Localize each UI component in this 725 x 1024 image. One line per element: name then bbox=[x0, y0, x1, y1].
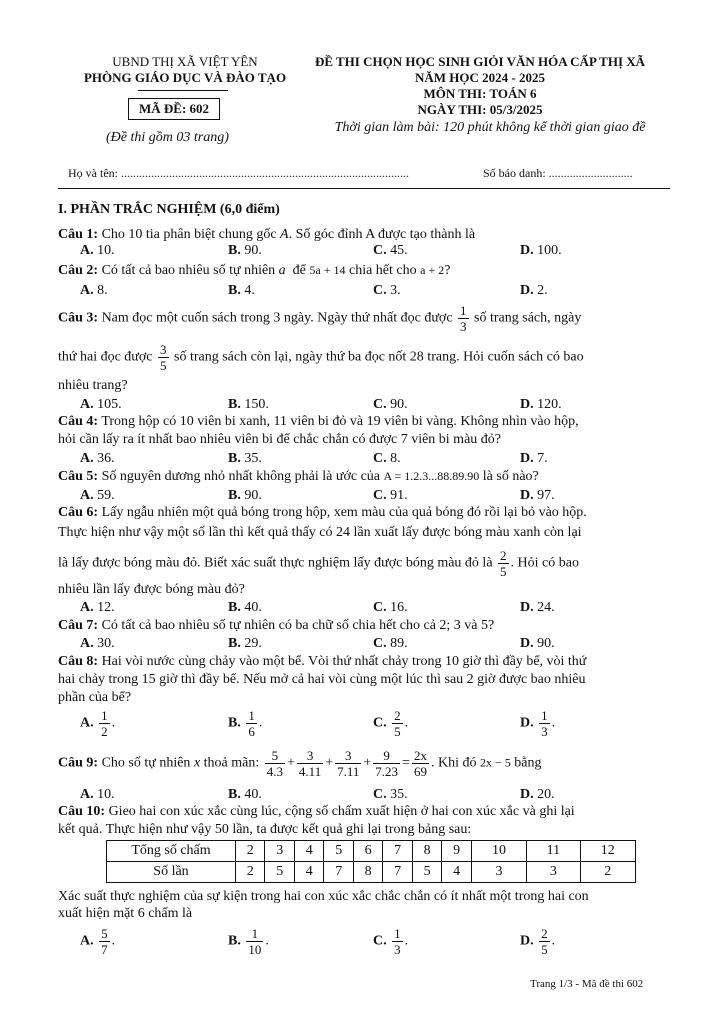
table-cell: 5 bbox=[265, 862, 294, 883]
question-5: Câu 5: Số nguyên dương nhỏ nhất không phải là ước của A = 1.2.3...88.89.90 là số nào? bbox=[58, 469, 539, 484]
table-cell: 6 bbox=[353, 841, 382, 862]
divider bbox=[138, 90, 228, 91]
q6-option-a: A. 12. bbox=[80, 600, 115, 615]
header-divider bbox=[58, 188, 670, 189]
fraction: $\frac{1}{3}$ bbox=[460, 303, 467, 334]
exam-title: ĐỀ THI CHỌN HỌC SINH GIỎI VĂN HÓA CẤP THỊ XÃ bbox=[314, 54, 646, 69]
q2-option-c: C. 3. bbox=[373, 283, 401, 298]
question-6-line2: Thực hiện như vậy một số lần thì kết quả thấy có 24 lần xuất lấy được bóng màu xanh còn lại bbox=[58, 525, 582, 540]
question-3-line1: Câu 3: Nam đọc một cuốn sách trong 3 ngày. Ngày thứ nhất đọc được $\frac{1}{3}$ số trang sách, ngày bbox=[58, 303, 582, 334]
q5-option-a: A. 59. bbox=[80, 488, 115, 503]
q6-option-b: B. 40. bbox=[228, 600, 262, 615]
question-10-line2: kết quả. Thực hiện như vậy 50 lần, ta được kết quả ghi lại trong bảng sau: bbox=[58, 822, 472, 837]
row-header: Tổng số chấm bbox=[107, 841, 236, 862]
q4-option-a: A. 36. bbox=[80, 451, 115, 466]
question-2: Câu 2: Có tất cả bao nhiêu số tự nhiên a để 5a + 14 chia hết cho a + 2? bbox=[58, 263, 451, 278]
q1-option-a: A. 10. bbox=[80, 243, 115, 258]
q1-option-d: D. 100. bbox=[520, 243, 562, 258]
subject: MÔN THI: TOÁN 6 bbox=[423, 86, 537, 101]
table-cell: 8 bbox=[412, 841, 441, 862]
q5-option-c: C. 91. bbox=[373, 488, 408, 503]
table-cell: 10 bbox=[471, 841, 526, 862]
table-cell: 4 bbox=[294, 841, 323, 862]
section-title: I. PHẦN TRẮC NGHIỆM (6,0 điểm) bbox=[58, 202, 280, 217]
table-cell: 2 bbox=[236, 841, 265, 862]
q9-option-a: A. 10. bbox=[80, 787, 115, 802]
table-cell: 11 bbox=[527, 841, 580, 862]
table-cell: 3 bbox=[265, 841, 294, 862]
q1-option-c: C. 45. bbox=[373, 243, 408, 258]
pages-note: (Đề thi gồm 03 trang) bbox=[106, 130, 229, 145]
question-10-line4: xuất hiện mặt 6 chấm là bbox=[58, 906, 193, 921]
table-cell: 2 bbox=[236, 862, 265, 883]
q2-option-a: A. 8. bbox=[80, 283, 108, 298]
row-header: Số lần bbox=[107, 862, 236, 883]
table-cell: 4 bbox=[294, 862, 323, 883]
exam-date: NGÀY THI: 05/3/2025 bbox=[417, 102, 543, 117]
q3-option-b: B. 150. bbox=[228, 397, 269, 412]
table-cell: 8 bbox=[353, 862, 382, 883]
question-1: Câu 1: Cho 10 tia phân biệt chung gốc A. Số góc đỉnh A được tạo thành là bbox=[58, 227, 476, 242]
q7-option-a: A. 30. bbox=[80, 636, 115, 651]
table-cell: 9 bbox=[442, 841, 471, 862]
q7-option-d: D. 90. bbox=[520, 636, 555, 651]
q9-option-c: C. 35. bbox=[373, 787, 408, 802]
page-footer: Trang 1/3 - Mã đề thi 602 bbox=[530, 978, 644, 990]
q10-option-a: A. $\frac{5}{7}$ . bbox=[80, 926, 116, 957]
question-6-line4: nhiêu lần lấy được bóng màu đỏ? bbox=[58, 582, 245, 597]
name-field: Họ và tên: ................................................................................................ bbox=[68, 166, 409, 180]
school-year: NĂM HỌC 2024 - 2025 bbox=[415, 70, 545, 85]
question-4-line1: Câu 4: Trong hộp có 10 viên bi xanh, 11 viên bi đỏ và 19 viên bi vàng. Không nhìn vào hộp, bbox=[58, 414, 579, 429]
table-cell: 4 bbox=[442, 862, 471, 883]
table-cell: 3 bbox=[471, 862, 526, 883]
table-cell: 5 bbox=[324, 841, 353, 862]
district-name: UBND THỊ XÃ VIỆT YÊN bbox=[112, 54, 258, 69]
q5-option-b: B. 90. bbox=[228, 488, 262, 503]
q5-option-d: D. 97. bbox=[520, 488, 555, 503]
table-cell: 5 bbox=[412, 862, 441, 883]
q6-option-c: C. 16. bbox=[373, 600, 408, 615]
question-10-line1: Câu 10: Gieo hai con xúc xắc cùng lúc, cộng số chấm xuất hiện ở hai con xúc xắc và ghi lại bbox=[58, 804, 575, 819]
q3-option-c: C. 90. bbox=[373, 397, 408, 412]
q1-option-b: B. 90. bbox=[228, 243, 262, 258]
fraction: $\frac{3}{5}$ bbox=[160, 342, 167, 373]
q2-option-d: D. 2. bbox=[520, 283, 548, 298]
q6-option-d: D. 24. bbox=[520, 600, 555, 615]
question-9: Câu 9: Cho số tự nhiên x thoả mãn: $\frac{5}{4.3}$ + $\frac{3}{4.11}$ + $\frac{3}{7.11}$ + $\frac{9}{7.23}$ = $\frac{2x}{69}$ . Khi đó 2x − 5 bằng bbox=[58, 748, 542, 779]
question-8-line2: hai chảy trong 15 giờ thì đầy bể. Nếu mở cả hai vòi cùng một lúc thì sau 2 giờ được bao nhiêu bbox=[58, 672, 586, 687]
department-name: PHÒNG GIÁO DỤC VÀ ĐÀO TẠO bbox=[83, 70, 287, 85]
q3-option-a: A. 105. bbox=[80, 397, 122, 412]
q2-option-b: B. 4. bbox=[228, 283, 255, 298]
q9-option-b: B. 40. bbox=[228, 787, 262, 802]
table-cell: 7 bbox=[383, 841, 412, 862]
q10-option-b: B. $\frac{1}{10}$ . bbox=[228, 926, 269, 957]
question-3-line3: nhiêu trang? bbox=[58, 378, 128, 393]
question-3-line2: thứ hai đọc được $\frac{3}{5}$ số trang sách còn lại, ngày thứ ba đọc nốt 28 trang. Hỏi cuốn sách có bao bbox=[58, 342, 584, 373]
table-cell: 7 bbox=[324, 862, 353, 883]
q3-option-d: D. 120. bbox=[520, 397, 562, 412]
question-4-line2: hỏi cần lấy ra ít nhất bao nhiêu viên bi để chắc chắn có được 7 viên bi màu đỏ? bbox=[58, 432, 502, 447]
question-10-line3: Xác suất thực nghiệm của sự kiện trong hai con xúc xắc chắc chắn có ít nhất một trong hai con bbox=[58, 889, 589, 904]
q10-option-c: C. $\frac{1}{3}$ . bbox=[373, 926, 409, 957]
q4-option-d: D. 7. bbox=[520, 451, 548, 466]
q4-option-b: B. 35. bbox=[228, 451, 262, 466]
q8-option-c: C. $\frac{2}{5}$ . bbox=[373, 708, 409, 739]
table-row bbox=[107, 841, 636, 862]
table-row bbox=[107, 862, 636, 883]
q4-option-c: C. 8. bbox=[373, 451, 401, 466]
student-id-field: Số báo danh: ............................ bbox=[483, 166, 633, 180]
q8-option-a: A. $\frac{1}{2}$ . bbox=[80, 708, 116, 739]
dice-results-table bbox=[106, 840, 636, 883]
question-7: Câu 7: Có tất cả bao nhiêu số tự nhiên có ba chữ số chia hết cho cả 2; 3 và 5? bbox=[58, 618, 495, 633]
q8-option-b: B. $\frac{1}{6}$ . bbox=[228, 708, 263, 739]
table-cell: 3 bbox=[527, 862, 580, 883]
time-note: Thời gian làm bài: 120 phút không kể thời gian giao đề bbox=[334, 120, 646, 135]
question-6-line1: Câu 6: Lấy ngẫu nhiên một quả bóng trong hộp, xem màu của quả bóng đó rồi lại bỏ vào hộp. bbox=[58, 505, 587, 520]
table-cell: 2 bbox=[580, 862, 635, 883]
table-cell: 12 bbox=[580, 841, 635, 862]
question-8-line1: Câu 8: Hai vòi nước cùng chảy vào một bể. Vòi thứ nhất chảy trong 10 giờ thì đầy bể, vòi thứ bbox=[58, 654, 587, 669]
question-8-line3: phần của bể? bbox=[58, 690, 132, 705]
q7-option-c: C. 89. bbox=[373, 636, 408, 651]
fraction: $\frac{2}{5}$ bbox=[500, 548, 507, 579]
table-cell: 7 bbox=[383, 862, 412, 883]
q9-option-d: D. 20. bbox=[520, 787, 555, 802]
exam-code-box: MÃ ĐỀ: 602 bbox=[128, 98, 220, 120]
question-6-line3: là lấy được bóng màu đỏ. Biết xác suất thực nghiệm lấy được bóng màu đỏ là $\frac{2}{5}$ . Hỏi có bao bbox=[58, 548, 579, 579]
q8-option-d: D. $\frac{1}{3}$ . bbox=[520, 708, 556, 739]
q10-option-d: D. $\frac{2}{5}$ . bbox=[520, 926, 556, 957]
q7-option-b: B. 29. bbox=[228, 636, 262, 651]
